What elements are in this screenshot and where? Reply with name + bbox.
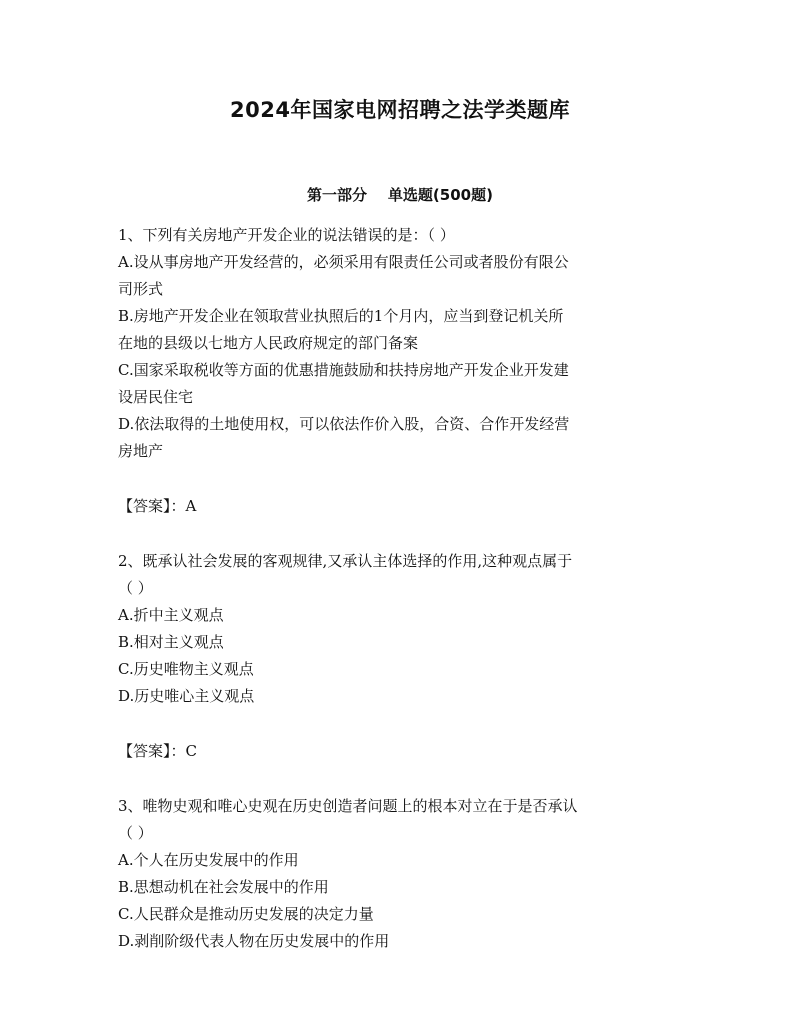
option-c: C.国家采取税收等方面的优惠措施鼓励和扶持房地产开发企业开发建 xyxy=(118,361,569,379)
question-1 xyxy=(118,222,683,520)
option-b: B.思想动机在社会发展中的作用 xyxy=(118,878,329,896)
option-c: C.人民群众是推动历史发展的决定力量 xyxy=(118,905,374,923)
spacer xyxy=(118,520,683,548)
option-a: A.折中主义观点 xyxy=(118,606,224,624)
question-stem: 1、下列有关房地产开发企业的说法错误的是：（ ） xyxy=(118,226,455,244)
question-stem-continued: （ ） xyxy=(118,824,153,842)
answer-line xyxy=(118,738,683,765)
question-stem: 3、唯物史观和唯心史观在历史创造者问题上的根本对立在于是否承认 xyxy=(118,797,578,815)
section-title: 第一部分 单选题(500题) xyxy=(307,186,493,204)
question-2 xyxy=(118,548,683,765)
answer-value: C xyxy=(185,742,197,760)
option-a-continued: 司形式 xyxy=(118,280,164,298)
answer-line xyxy=(118,493,683,520)
option-b: B.房地产开发企业在领取营业执照后的1个月内，应当到登记机关所 xyxy=(118,307,564,325)
answer-label: 【答案】： xyxy=(118,497,186,515)
answer-value: A xyxy=(185,497,197,515)
option-d: D.依法取得的土地使用权，可以依法作价入股，合资、合作开发经营 xyxy=(118,415,570,433)
spacer xyxy=(118,710,683,738)
document-title: 2024年国家电网招聘之法学类题库 xyxy=(230,98,570,122)
question-3 xyxy=(118,793,683,955)
spacer xyxy=(118,765,683,793)
option-a: A.个人在历史发展中的作用 xyxy=(118,851,299,869)
question-list xyxy=(118,222,683,955)
option-c-continued: 设居民住宅 xyxy=(118,388,194,406)
option-b-continued: 在地的县级以七地方人民政府规定的部门备案 xyxy=(118,334,419,352)
option-d-continued: 房地产 xyxy=(118,442,164,460)
option-a: A.设从事房地产开发经营的，必须采用有限责任公司或者股份有限公 xyxy=(118,253,569,271)
answer-label: 【答案】： xyxy=(118,742,186,760)
question-stem: 2、既承认社会发展的客观规律,又承认主体选择的作用,这种观点属于 xyxy=(118,552,573,570)
option-b: B.相对主义观点 xyxy=(118,633,224,651)
question-stem-continued: （ ） xyxy=(118,579,153,597)
option-c: C.历史唯物主义观点 xyxy=(118,660,254,678)
option-d: D.历史唯心主义观点 xyxy=(118,687,255,705)
option-d: D.剥削阶级代表人物在历史发展中的作用 xyxy=(118,932,390,950)
spacer xyxy=(118,465,683,493)
